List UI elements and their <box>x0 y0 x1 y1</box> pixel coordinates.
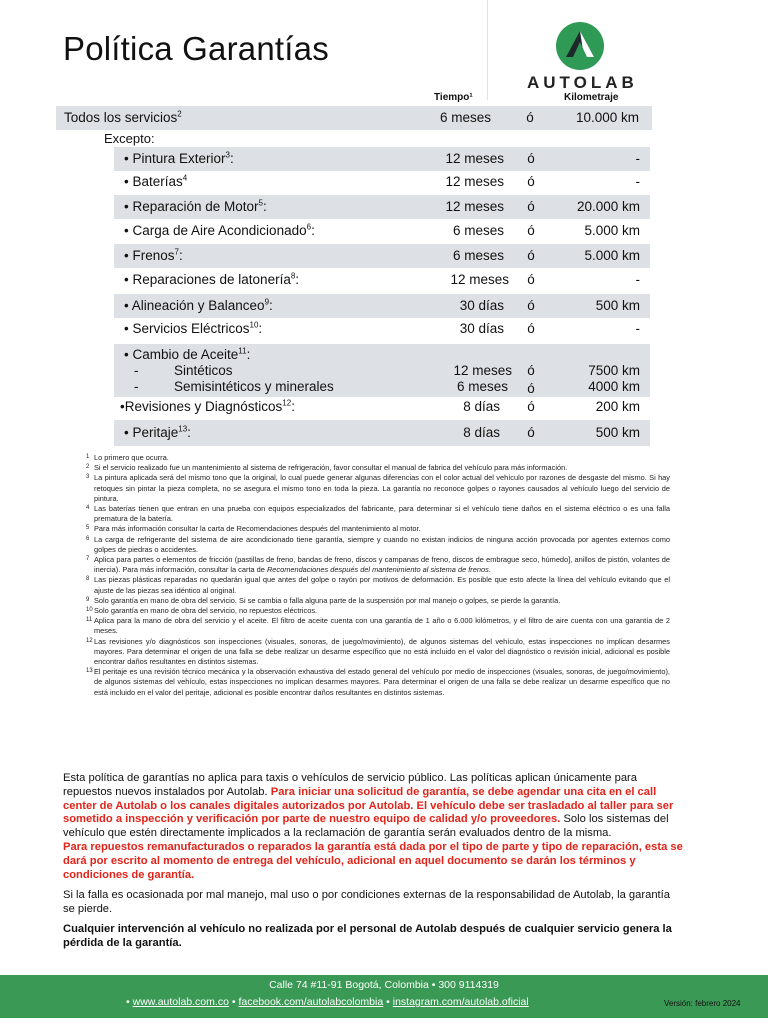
footnote-5 <box>86 524 670 534</box>
row-label: • Frenos <box>124 248 175 263</box>
row-tiempo: 12 meses <box>450 272 509 287</box>
row-suffix: : <box>295 272 300 287</box>
footnote-8 <box>86 575 670 595</box>
row-aceite <box>114 344 650 397</box>
footnote-number: 13 <box>86 668 93 675</box>
row-label: •Revisiones y Diagnósticos <box>120 399 283 414</box>
footnote-13 <box>86 667 670 698</box>
footnote-number: 8 <box>86 576 90 583</box>
row-label: • Reparación de Motor <box>124 199 259 214</box>
page-title: Política Garantías <box>63 30 329 67</box>
row-label: • Servicios Eléctricos <box>124 321 250 336</box>
footnote-ref: 3 <box>225 150 230 160</box>
policy-paragraph <box>63 772 683 882</box>
row-o: ó <box>527 248 535 263</box>
footer-address: Calle 74 #11-91 Bogotá, Colombia • 300 9114319 <box>269 979 499 991</box>
row-tiempo: 12 meses <box>445 151 504 166</box>
footnote-7 <box>86 555 670 575</box>
header-tiempo: Tiempo¹ <box>434 92 473 103</box>
row-tiempo: 6 meses <box>452 223 504 238</box>
instagram-link[interactable]: instagram.com/autolab.oficial <box>392 996 529 1008</box>
footnote-text: Si el servicio realizado fue un mantenimiento al sistema de refrigeración, favor consultar el manual de fabrica del vehículo para más información. <box>94 463 568 473</box>
footnote-ref: 4 <box>182 173 188 183</box>
footnote-text: Las baterías tienen que entran en una prueba con equipos especializados del fabricante, para determinar si el vehículo tiene daños en el sistema eléctrico o es una falla prematura de la batería. <box>94 504 670 524</box>
row-baterias <box>114 170 650 194</box>
bullet: • <box>386 996 390 1008</box>
footnote-12 <box>86 637 670 668</box>
row-km: - <box>635 151 640 166</box>
footnote-10 <box>86 606 670 616</box>
logo-wordmark: AUTOLAB <box>527 73 638 92</box>
row-tiempo: 12 meses <box>453 363 512 378</box>
facebook-link[interactable]: facebook.com/autolabcolombia <box>238 996 384 1008</box>
footnote-number: 11 <box>86 617 93 624</box>
row-tiempo: 30 días <box>459 298 504 313</box>
row-o: ó <box>527 399 535 414</box>
row-suffix: : <box>246 347 251 362</box>
row-km: 500 km <box>595 298 640 313</box>
bullet: • <box>126 996 130 1008</box>
footnote-number: 7 <box>86 556 90 563</box>
row-frenos <box>114 244 650 268</box>
row-tiempo: 6 meses <box>456 379 508 394</box>
excepto-label: Excepto: <box>104 131 155 146</box>
footnote-ref: 8 <box>290 271 296 281</box>
row-tiempo: 12 meses <box>445 199 504 214</box>
sub-label-semisinteticos: Semisintéticos y minerales <box>174 379 334 394</box>
footnote-text: Solo garantía en mano de obra del servicio, no repuestos eléctricos. <box>94 606 318 616</box>
dash: - <box>134 363 139 378</box>
row-todos-servicios <box>56 106 652 130</box>
row-km: - <box>635 174 640 189</box>
footnote-text: Las piezas plásticas reparadas no quedarán igual que antes del golpe o rayón por motivos de deformación. Es posible que esto afecte la línea del vehículo evitando que el ajuste de las piezas sea idéntico al original. <box>94 575 670 595</box>
footnote-ref: 9 <box>264 297 270 307</box>
footnote-2 <box>86 463 670 473</box>
row-km: 7500 km <box>588 363 640 378</box>
row-label: • Cambio de Aceite <box>124 347 239 362</box>
row-label: • Carga de Aire Acondicionado <box>124 223 307 238</box>
row-tiempo: 12 meses <box>445 174 504 189</box>
row-o: ó <box>527 363 535 378</box>
row-tiempo: 6 meses <box>439 110 491 125</box>
row-label: • Pintura Exterior <box>124 151 226 166</box>
footnotes <box>86 453 670 698</box>
policy-text: Solo los sistemas del vehículo que estén directamente implicados a la reclamación de garantía serán evaluados dentro de la misma. <box>63 813 669 840</box>
row-suffix: : <box>291 399 295 414</box>
row-tiempo: 6 meses <box>452 248 504 263</box>
row-label: • Baterías <box>124 174 183 189</box>
footnote-number: 6 <box>86 535 90 542</box>
row-latoneria <box>114 268 650 292</box>
row-o: ó <box>527 381 535 396</box>
autolab-logo-icon <box>556 22 604 70</box>
row-revisiones <box>114 395 650 419</box>
row-suffix: : <box>187 425 191 440</box>
policy-red-text-2: Para repuestos remanufacturados o reparados la garantía está dada por el tipo de parte y tipo de reparación, esta se dará por escrito al momento de entrega del vehículo, adicional en aquel documento se darán los términos y condiciones de garantía. <box>63 840 683 881</box>
row-pintura <box>114 147 650 171</box>
footnote-text: Lo primero que ocurra. <box>94 453 169 462</box>
row-label: Todos los servicios <box>64 110 178 125</box>
version-label: Versión: febrero 2024 <box>664 999 741 1008</box>
footnote-ref: 11 <box>238 346 247 356</box>
footnote-text: La carga de refrigerante del sistema de aire acondicionado tiene garantía, siempre y cuando no existan indicios de ninguna acción provocada por agentes externos como golpes de piedras o accidentes. <box>94 534 670 554</box>
footnote-number: 12 <box>86 637 93 644</box>
footnote-11 <box>86 616 670 636</box>
row-o: ó <box>527 199 535 214</box>
website-link[interactable]: www.autolab.com.co <box>132 996 229 1008</box>
row-km: 200 km <box>595 399 640 414</box>
row-km: 4000 km <box>588 379 640 394</box>
footnote-text: La pintura aplicada será del mismo tono que la original, lo cual puede generar algunas diferencias con el color actual del vehículo por razones de desgaste del mismo. Si hay retoques sin pintar la pieza completa, no se asegura el mismo tono en toda la pieza. La garantía no reconoce golpes o rayones causados al vehículo luego del servicio de pintura. <box>94 473 670 503</box>
footnote-1 <box>86 453 670 463</box>
row-suffix: : <box>263 199 267 214</box>
row-suffix: : <box>269 298 273 313</box>
footnote-number: 9 <box>86 596 90 603</box>
footnote-text: Aplica para partes o elementos de fricción (pastillas de freno, bandas de freno, discos y campanas de freno, discos de embrague seco, húmedo], anillos de pistón, volantes de inercia). Para más información, consultar la carta de <box>94 555 670 575</box>
footer <box>0 975 768 1018</box>
row-km: 500 km <box>595 425 640 440</box>
row-suffix: : <box>178 248 183 263</box>
row-alineacion <box>114 294 650 318</box>
footnote-ref: 12 <box>282 398 292 408</box>
row-o: ó <box>527 151 535 166</box>
row-tiempo: 8 días <box>463 399 500 414</box>
sub-label-sinteticos: Sintéticos <box>174 363 233 378</box>
footnote-ref: 10 <box>249 320 259 330</box>
footnote-ref: 13 <box>178 424 188 434</box>
row-label: • Peritaje <box>124 425 179 440</box>
row-km: 10.000 km <box>575 110 639 125</box>
policy-red-text: Para iniciar una solicitud de garantía, se debe agendar una cita en el call center de Autolab o los canales digitales autorizados por Autolab. El vehículo debe ser trasladado al taller para ser sometido a inspección y verificación por parte de nuestro equipo de calidad y/o proveedores. <box>63 785 674 826</box>
header-kilometraje: Kilometraje <box>564 92 619 103</box>
row-label: • Alineación y Balanceo <box>124 298 265 313</box>
footnote-6 <box>86 535 670 555</box>
row-o: ó <box>527 272 535 287</box>
footnote-9 <box>86 596 670 606</box>
bullet: • <box>231 996 236 1008</box>
row-o: ó <box>527 298 535 313</box>
footnote-number: 1 <box>86 454 90 460</box>
dash: - <box>134 379 139 394</box>
row-tiempo: 30 días <box>459 321 504 336</box>
row-km: - <box>635 272 640 287</box>
footnote-text: Solo garantía en mano de obra del servicio. Si se cambia o falla alguna parte de la suspensión por mal manejo o golpes, se pierde la garantía. <box>94 595 561 605</box>
row-suffix: : <box>311 223 315 238</box>
footnote-number: 3 <box>86 474 90 481</box>
footnote-number: 4 <box>86 505 90 512</box>
footnote-4 <box>86 504 670 524</box>
row-tiempo: 8 días <box>463 425 500 440</box>
row-o: ó <box>527 425 535 440</box>
footnote-text: Las revisiones y/o diagnósticos son inspecciones (visuales, sonoras, de juego/movimiento), de algunos sistemas del vehículo, estas inspecciones no implican desarmes mayores. Para determinar el origen de una falla se debe realizar un desarme específico que no está incluido en el valor del diagnóstico o revisión inicial, adicional es posible encontrar daños resultantes en distintos sistemas. <box>94 636 670 667</box>
row-aire <box>114 219 650 243</box>
row-suffix: : <box>258 321 263 336</box>
footnote-ref: 7 <box>174 247 179 257</box>
footnote-number: 2 <box>86 464 90 471</box>
row-km: 20.000 km <box>576 199 640 214</box>
footnote-ref: 5 <box>258 198 263 208</box>
footnote-italic: Recomendaciones después del mantenimiento al sistema de frenos <box>266 565 489 575</box>
policy-mal-manejo: Si la falla es ocasionada por mal manejo, mal uso o por condiciones externas de la responsabilidad de Autolab, la garantía se pierde. <box>63 889 670 915</box>
footer-links <box>126 996 529 1008</box>
footnote-text: Para más información consultar la carta de Recomendaciones después del mantenimiento al motor. <box>94 524 421 534</box>
footnote-number: 5 <box>86 525 90 532</box>
row-o: ó <box>527 223 535 238</box>
row-km: - <box>635 321 640 336</box>
footnote-number: 10 <box>86 607 93 614</box>
row-km: 5.000 km <box>584 223 640 238</box>
footnote-ref: 2 <box>177 109 182 119</box>
row-suffix: : <box>229 151 234 166</box>
footnote-tail: . <box>488 565 491 575</box>
footnote-text: El peritaje es una revisión técnico mecánica y la observación exhaustiva del estado general del vehículo por medio de inspecciones (visuales, sonoras, de juego/movimiento), de algunos sistemas del vehículo, estas inspecciones no implican desarmes mayores. Para determinar el origen de una falla se debe realizar un desarme específico que no está incluido en el valor del peritaje, adicional es posible encontrar daños resultantes en distintos sistemas. <box>94 667 670 697</box>
footnote-3 <box>86 473 670 504</box>
row-peritaje <box>114 420 650 446</box>
row-o: ó <box>526 110 534 125</box>
row-label: • Reparaciones de latonería <box>124 272 291 287</box>
policy-text: Esta política de garantías no aplica para taxis o vehículos de servicio público. Las políticas aplican únicamente para repuestos nuevos instalados por Autolab. <box>63 772 638 798</box>
row-o: ó <box>527 321 535 336</box>
row-electricos <box>114 317 650 341</box>
footnote-ref: 6 <box>306 222 312 232</box>
row-o: ó <box>527 174 535 189</box>
policy-intervencion: Cualquier intervención al vehículo no realizada por el personal de Autolab después de cualquier servicio genera la pérdida de la garantía. <box>63 923 672 949</box>
footnote-text: Aplica para la mano de obra del servicio y el aceite. El filtro de aceite cuenta con una garantía de 1 año o 6.000 kilómetros, y el filtro de aire cuenta con una garantía de 2 meses. <box>94 616 670 636</box>
row-motor <box>114 195 650 219</box>
row-km: 5.000 km <box>584 248 640 263</box>
